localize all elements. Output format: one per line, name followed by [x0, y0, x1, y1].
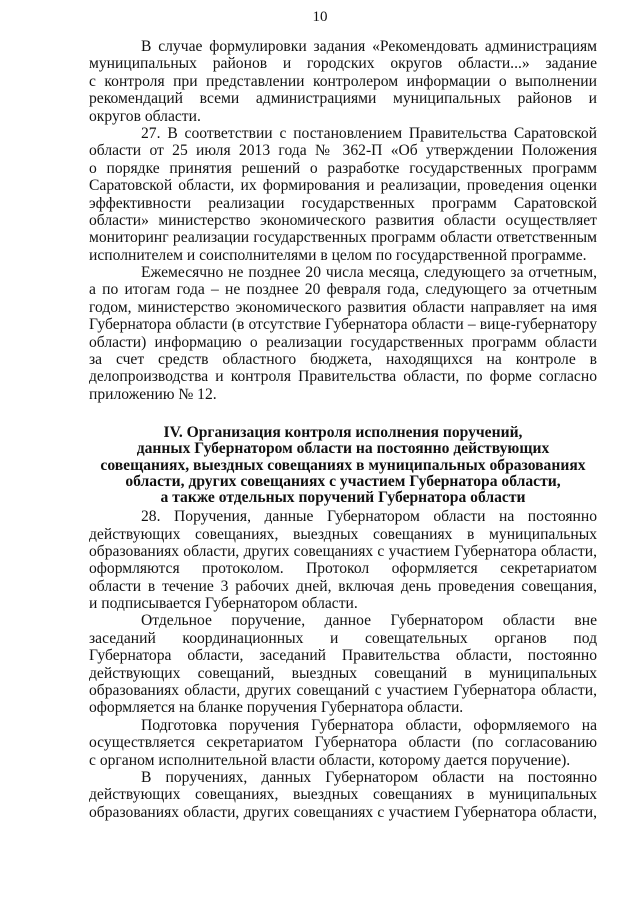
text-line: В поручениях, данных Губернатором области на постоянно	[141, 769, 597, 786]
text-line: области) информацию о реализации государственных программ области	[89, 333, 597, 351]
text-line: а по итогам года – не позднее 20 февраля года, следующего за отчетным	[89, 281, 597, 299]
text-line: действующих совещаниях, выездных совещаниях в муниципальных	[89, 786, 597, 804]
heading-line: IV. Организация контроля исполнения поручений,	[163, 424, 523, 442]
text-line: осуществляется секретариатом Губернатора области (по согласованию	[89, 734, 597, 752]
text-line: образованиях области, других совещаниях с участием Губернатора области,	[89, 803, 597, 821]
text-line: заседаний координационных и совещательных органов под	[89, 629, 597, 647]
text-line: области в течение 3 рабочих дней, включая день проведения совещания,	[89, 577, 597, 595]
text-line: 27. В соответствии с постановлением Правительства Саратовской	[141, 124, 597, 142]
text-line: годом, министерство экономического развития области направляет на имя	[89, 298, 597, 316]
paragraph	[89, 125, 597, 264]
text-line: Подготовка поручения Губернатора области, оформляемого на	[141, 716, 597, 734]
text-line: Губернатора области (в отсутствие Губернатора области – вице-губернатору	[89, 316, 597, 334]
text-line: оформляется на бланке поручения Губернатора области.	[89, 699, 464, 717]
text-line: В случае формулировки задания «Рекомендовать администрациям	[141, 38, 597, 55]
text-line: оформляются протоколом. Протокол оформляется секретариатом	[89, 560, 597, 578]
text-line: действующих совещаний, выездных совещаний в муниципальных	[89, 664, 597, 682]
text-line: Ежемесячно не позднее 20 числа месяца, следующего за отчетным,	[141, 264, 597, 282]
paragraph	[89, 264, 597, 403]
text-line: Отдельное поручение, данное Губернатором области вне	[141, 612, 597, 630]
heading-line: совещаниях, выездных совещаниях в муниципальных образованиях	[100, 456, 586, 474]
text-line: округов области.	[89, 107, 201, 125]
text-line: и подписывается Губернатором области.	[89, 595, 358, 613]
heading-line: а также отдельных поручений Губернатора области	[160, 488, 526, 506]
text-line: делопроизводства и контроля Правительства области, по форме согласно	[89, 368, 597, 386]
text-line: образованиях области, других совещаниях с участием Губернатора области,	[89, 542, 597, 560]
paragraph	[89, 717, 597, 769]
paragraphs-after-heading	[89, 508, 597, 821]
paragraph	[89, 769, 597, 821]
text-line: Саратовской области, их формирования и реализации, проведения оценки	[89, 177, 597, 195]
heading-line: области, других совещаниях с участием Губернатора области,	[125, 472, 561, 490]
section-heading	[89, 425, 597, 506]
document-body	[89, 38, 597, 821]
text-line: о порядке принятия решений о разработке государственных программ	[89, 159, 597, 177]
text-line: исполнителем и соисполнителями в целом по государственной программе.	[89, 246, 587, 264]
paragraph	[89, 508, 597, 612]
text-line: рекомендаций всеми администрациями муниципальных районов и	[89, 90, 597, 108]
text-line: Губернатора области, заседаний Правительства области, постоянно	[89, 647, 597, 665]
paragraph	[89, 38, 597, 125]
text-line: мониторинг реализации государственных программ области ответственным	[89, 229, 597, 247]
text-line: области от 25 июля 2013 года № 362-П «Об утверждении Положения	[89, 142, 597, 160]
text-line: действующих совещаниях, выездных совещаниях в муниципальных	[89, 525, 597, 543]
text-line: образованиях области, других совещаний с участием Губернатора области,	[89, 682, 597, 700]
text-line: с контроля при представлении контролером информации о выполнении	[89, 72, 597, 90]
text-line: с органом исполнительной власти области, которому дается поручение).	[89, 751, 571, 769]
text-line: области» министерство экономического развития области осуществляет	[89, 211, 597, 229]
text-line: муниципальных районов и городских округов области...» задание	[89, 55, 597, 73]
heading-line: данных Губернатором области на постоянно действующих	[136, 440, 550, 458]
text-line: 28. Поручения, данные Губернатором области на постоянно	[141, 508, 597, 526]
text-line: эффективности реализации государственных программ Саратовской	[89, 194, 597, 212]
text-line: приложению № 12.	[89, 385, 217, 403]
text-line: за счет средств областного бюджета, находящихся на контроле в	[89, 351, 597, 369]
page-number: 10	[312, 9, 328, 25]
paragraphs-before-heading	[89, 38, 597, 403]
paragraph	[89, 612, 597, 716]
